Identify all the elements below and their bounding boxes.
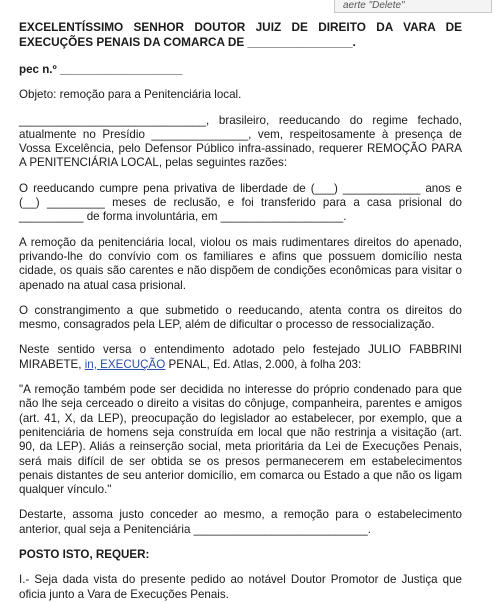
citation-source-text: PENAL, Ed. Atlas, 2.000, à folha 203: xyxy=(165,357,362,371)
paragraph-constraint: O constrangimento a que submetido o reeducando, atenta contra os direitos do mesmo, consagrados pela LEP, além de dificultar o processo de ressocialização. xyxy=(19,303,462,332)
paragraph-conclusion: Destarte, assoma justo conceder ao mesmo, a remoção para o estabelecimento anterior, qual seja a Penitenciária ___________________________. xyxy=(19,508,462,536)
delete-hint-tooltip: aerte "Delete" xyxy=(334,0,492,13)
book-title-link[interactable]: in, EXECUÇÃO xyxy=(84,357,166,371)
paragraph-sentence: O reeducando cumpre pena privativa de liberdade de (___) ____________ anos e (__) _________ meses de reclusão, e foi transferido para a casa prisional do __________ de forma involuntária, em ___________________. xyxy=(19,181,462,224)
paragraph-intro: _____________________________, brasileiro, reeducando do regime fechado, atualmente no Presídio _______________, vem, respeitosamente à presença de Vossa Excelência, pelo Defensor Público infra-assinado, requerer REMOÇÃO PARA A PENITENCIÁRIA LOCAL, pelas seguintes razões: xyxy=(19,113,462,170)
subject-line: Objeto: remoção para a Penitenciária local. xyxy=(19,88,242,102)
petition-document xyxy=(19,20,462,602)
request-item-1: I.- Seja dada vista do presente pedido ao notável Doutor Promotor de Justiça que oficia junto a Vara de Execuções Penais. xyxy=(19,573,462,601)
paragraph-citation-intro xyxy=(19,343,462,372)
petition-header: EXCELENTÍSSIMO SENHOR DOUTOR JUIZ DE DIREITO DA VARA DE EXECUÇÕES PENAIS DA COMARCA DE ________________. xyxy=(19,20,462,49)
request-heading: POSTO ISTO, REQUER: xyxy=(19,548,150,562)
paragraph-removal: A remoção da penitenciária local, violou os mais rudimentares direitos do apenado, privando-lhe do convívio com os familiares e afins que possuem domicílio nesta cidade, os quais são carentes e não dispõem de condições econômicas para visitar o apenado na atual casa prisional. xyxy=(19,235,462,292)
paragraph-quote: "A remoção também pode ser decidida no interesse do próprio condenado para que não lhe seja cerceado o direito a visitas do cônjuge, companheira, parentes e amigos (art. 41, X, da LEP), preocupação do legislador ao estabelecer, por exemplo, que a penitenciária de homens seja construída em local que não restrinja a visitação (art. 90, da LEP). Aliás a reinserção social, meta prioritária da Lei de Execuções Penais, será mais difícil de ser obtida se os presos permanecerem em estabelecimentos penais distantes de seu anterior domicílio, em comarca ou Estado a que não os ligam qualquer vínculo." xyxy=(19,383,462,497)
pec-number: pec n.º ___________________ xyxy=(19,63,183,76)
citation-intro-text: Neste sentido versa o entendimento adotado pelo festejado JULIO FABBRINI MIRABETE, xyxy=(19,343,462,371)
